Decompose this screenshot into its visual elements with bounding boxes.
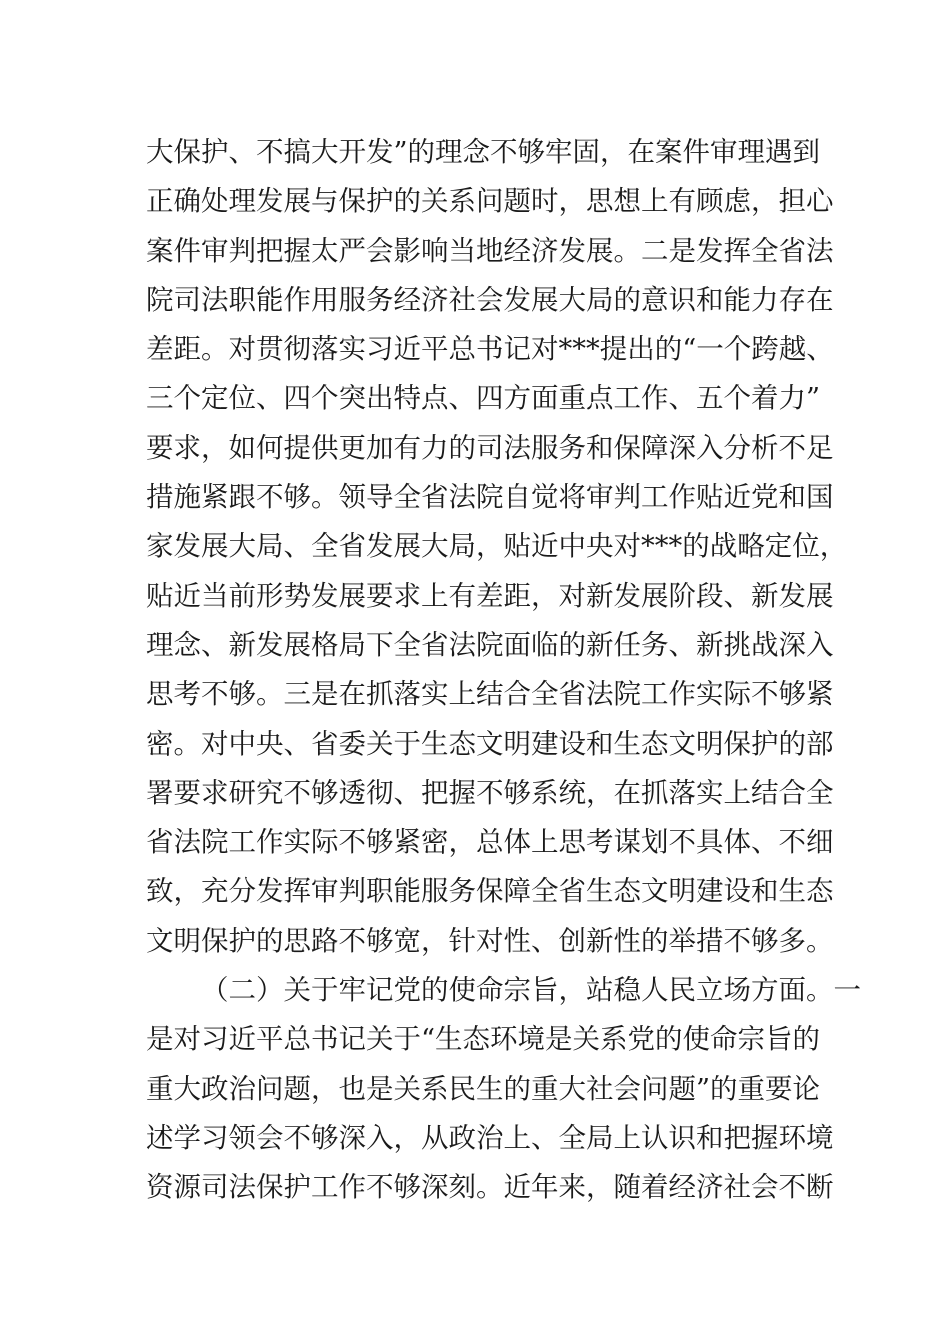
text-line: 致，充分发挥审判职能服务保障全省生态文明建设和生态: [146, 875, 834, 908]
body-text: [146, 128, 861, 1213]
text-line: 文明保护的思路不够宽，针对性、创新性的举措不够多。: [146, 924, 834, 957]
text-line: 措施紧跟不够。领导全省法院自觉将审判工作贴近党和国: [146, 481, 834, 514]
text-line: 资源司法保护工作不够深刻。近年来，随着经济社会不断: [146, 1171, 834, 1204]
text-line: 大保护、不搞大开发”的理念不够牢固，在案件审理遇到: [146, 136, 821, 168]
section-heading-line: （二）关于牢记党的使命宗旨，站稳人民立场方面。一: [201, 974, 861, 1007]
text-line: 署要求研究不够透彻、把握不够系统，在抓落实上结合全: [146, 776, 834, 809]
text-line: 差距。对贯彻落实习近平总书记对***提出的“一个跨越、: [146, 333, 834, 366]
text-line: 正确处理发展与保护的关系问题时，思想上有顾虑，担心: [146, 185, 834, 218]
text-line: 要求，如何提供更加有力的司法服务和保障深入分析不足: [146, 431, 834, 464]
text-line: 家发展大局、全省发展大局，贴近中央对***的战略定位，: [146, 530, 848, 563]
text-line: 述学习领会不够深入，从政治上、全局上认识和把握环境: [146, 1121, 834, 1154]
text-line: 是对习近平总书记关于“生态环境是关系党的使命宗旨的: [146, 1023, 821, 1056]
text-line: 院司法职能作用服务经济社会发展大局的意识和能力存在: [146, 283, 834, 316]
text-line: 省法院工作实际不够紧密，总体上思考谋划不具体、不细: [146, 826, 834, 859]
text-line: 重大政治问题，也是关系民生的重大社会问题”的重要论: [146, 1072, 821, 1105]
text-line: 思考不够。三是在抓落实上结合全省法院工作实际不够紧: [146, 678, 834, 711]
text-line: 贴近当前形势发展要求上有差距，对新发展阶段、新发展: [146, 579, 834, 612]
text-line: 理念、新发展格局下全省法院面临的新任务、新挑战深入: [146, 628, 834, 661]
text-line: 案件审判把握太严会影响当地经济发展。二是发挥全省法: [146, 234, 834, 267]
text-line: 密。对中央、省委关于生态文明建设和生态文明保护的部: [146, 727, 834, 760]
text-line: 三个定位、四个突出特点、四方面重点工作、五个着力”: [146, 382, 821, 415]
